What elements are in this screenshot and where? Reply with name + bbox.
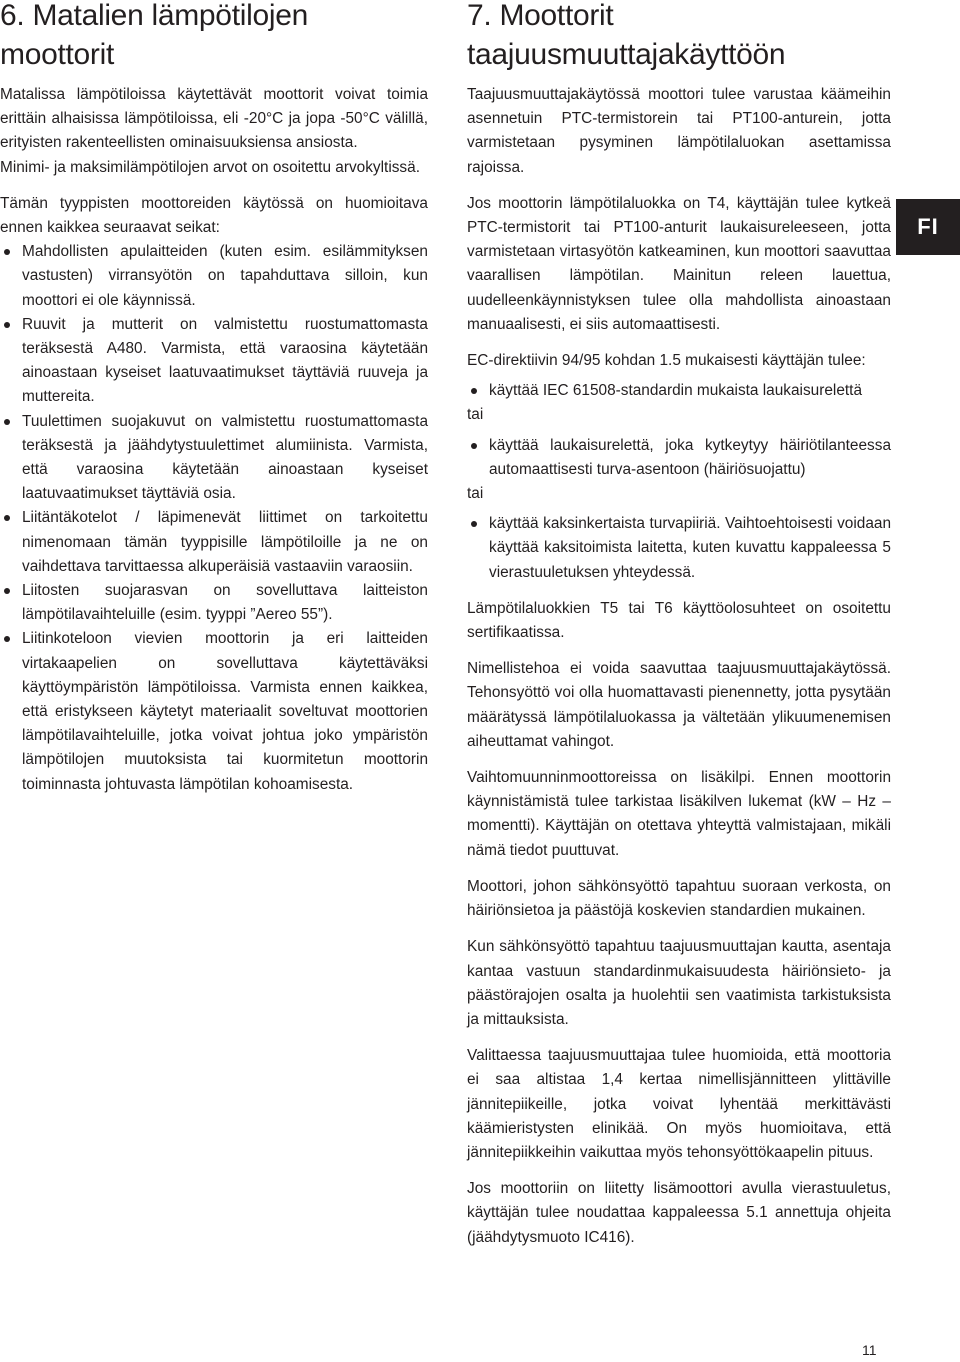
or-label: tai bbox=[467, 485, 484, 503]
intro-paragraph: Matalissa lämpötiloissa käytettävät moottorit voivat toimia erittäin alhaisissa lämpötiloissa, eli -20°C ja jopa -50°C välillä, erityisten rakenteellisten ominaisuuksiensa ansiosta. bbox=[0, 86, 428, 152]
paragraph: Kun sähkönsyöttö tapahtuu taajuusmuuttajan kautta, asentaja kantaa vastuun standardinmukaisuudesta häiriönsieto- ja päästörajojen osalta ja huolehtii sen vaatimista tarkistuksista ja mittauksista. bbox=[467, 938, 891, 1028]
paragraph: Lämpötilaluokkien T5 tai T6 käyttöolosuhteet on osoitettu sertifikaatissa. bbox=[467, 599, 891, 642]
paragraph: Jos moottoriin on liitetty lisämoottori avulla vierastuuletus, käyttäjän tulee noudattaa kappaleessa 5.1 annettuja ohjeita (jäähdytysmuoto IC416). bbox=[467, 1180, 891, 1246]
language-tab: FI bbox=[896, 199, 960, 255]
paragraph: Moottori, johon sähkönsyöttö tapahtuu suoraan verkosta, on häiriönsietoa ja päästöjä koskevien standardien mukainen. bbox=[467, 877, 891, 920]
list-item: Liitäntäkotelot / läpimenevät liittimet on tarkoitettu nimenomaan tämän tyyppisille lämpötiloille ja ne on vaihdettava tarvittaessa alkuperäisiä vastaaviin varaosiin. bbox=[22, 509, 428, 575]
requirements-list bbox=[467, 434, 891, 482]
paragraph: Valittaessa taajuusmuuttajaa tulee huomioida, että moottoria ei saa altistaa 1,4 kertaa nimellisjännitteen ylittäville jännitepiikeille, jotka voivat lyhentää merkittävästi käämieristysten elinikää. On myös huomioitava, että jännitepiikkeihin vaikuttaa myös tehonsyöttökaapelin pituus. bbox=[467, 1047, 891, 1161]
paragraph: Nimellistehoa ei voida saavuttaa taajuusmuuttajakäytössä. Tehonsyöttö voi olla huomattavasti pienennetty, jotta pysytään määrätyssä lämpötilaluokassa ja vältetään ylikuumenemisen aiheuttamat vahingot. bbox=[467, 660, 891, 750]
list-item: Mahdollisten apulaitteiden (kuten esim. esilämmityksen vastusten) virransyötön on tapahduttava silloin, kun moottori ei ole käynnissä. bbox=[22, 243, 428, 309]
precautions-list bbox=[0, 240, 428, 797]
list-item: käyttää laukaisurelettä, joka kytkeytyy häiriötilanteessa automaattisesti turva-asentoon (häiriösuojattu) bbox=[489, 436, 891, 478]
section-heading-frequency-converter: 7. Moottorit taajuusmuuttajakäyttöön bbox=[467, 0, 786, 71]
list-item: Liitinkoteloon vievien moottorin ja eri laitteiden virtakaapelien on sovelluttava käytettäväksi käyttöympäristön lämpötiloissa. Varmista ennen kaikkea, että eristykseen käytetyt materiaalit soveltuvat moottorien lämpötilavaihteluille, jotka voivat johtua joko ympäristön lämpötilojen muutoksista tai kuormitetun moottorin toiminnasta johtuvasta lämpötilan kohoamisesta. bbox=[22, 630, 428, 793]
list-item: Ruuvit ja mutterit on valmistettu ruostumattomasta teräksestä A480. Varmista, että varaosina käytetään ainoastaan kyseiset laatuvaatimukset täyttäviä ruuveja ja muttereita. bbox=[22, 315, 428, 406]
right-column bbox=[467, 0, 891, 1250]
intro-paragraph: Tämän tyyppisten moottoreiden käytössä on huomioitava ennen kaikkea seuraavat seikat: bbox=[0, 194, 428, 237]
section-heading-low-temperature: 6. Matalien lämpötilojen moottorit bbox=[0, 0, 308, 71]
left-column bbox=[0, 0, 428, 797]
or-label: tai bbox=[467, 406, 484, 424]
list-item: käyttää IEC 61508-standardin mukaista laukaisurelettä bbox=[489, 382, 863, 400]
page-number: 11 bbox=[862, 1342, 877, 1358]
list-item: Tuulettimen suojakuvut on valmistettu ruostumattomasta teräksestä ja jäähdytystuulettimet alumiinista. Varmista, että varaosina käytetään ainoastaan kyseiset laatuvaatimukset täyttäviä osia. bbox=[22, 412, 428, 503]
paragraph: Jos moottorin lämpötilaluokka on T4, käyttäjän tulee kytkeä PTC-termistorit tai PT100-anturit laukaisureleeseen, jotta varmistetaan virtasyötön katkeaminen, kun moottori saavuttaa vaarallisen lämpötilan. Mainitun releen lauettua, uudelleenkäynnistyksen tulee olla mahdollista ainoastaan manuaalisesti, ei siis automaattisesti. bbox=[467, 194, 891, 333]
list-item: Liitosten suojarasvan on sovelluttava laitteiston lämpötilavaihteluille (esim. tyyppi ”Aereo 55”). bbox=[22, 582, 428, 624]
paragraph: Taajuusmuuttajakäytössä moottori tulee varustaa käämeihin asennetuin PTC-termistorein tai PT100-anturein, jotta varmistetaan pysyminen lämpötilaluokan asettamissa rajoissa. bbox=[467, 86, 891, 176]
requirements-list bbox=[467, 379, 891, 403]
requirements-list bbox=[467, 512, 891, 585]
paragraph: EC-direktiivin 94/95 kohdan 1.5 mukaisesti käyttäjän tulee: bbox=[467, 352, 866, 370]
intro-paragraph: Minimi- ja maksimilämpötilojen arvot on osoitettu arvokyltissä. bbox=[0, 158, 420, 176]
paragraph: Vaihtomuunninmoottoreissa on lisäkilpi. Ennen moottorin käynnistämistä tulee tarkistaa lisäkilven lukemat (kW – Hz – momentti). Käyttäjän on otettava yhteyttä valmistajaan, mikäli nämä tiedot puuttuvat. bbox=[467, 769, 891, 859]
list-item: käyttää kaksinkertaista turvapiiriä. Vaihtoehtoisesti voidaan käyttää kaksitoimista laitetta, kuten kuvattu kappaleessa 5 vierastuuletuksen yhteydessä. bbox=[489, 515, 891, 581]
